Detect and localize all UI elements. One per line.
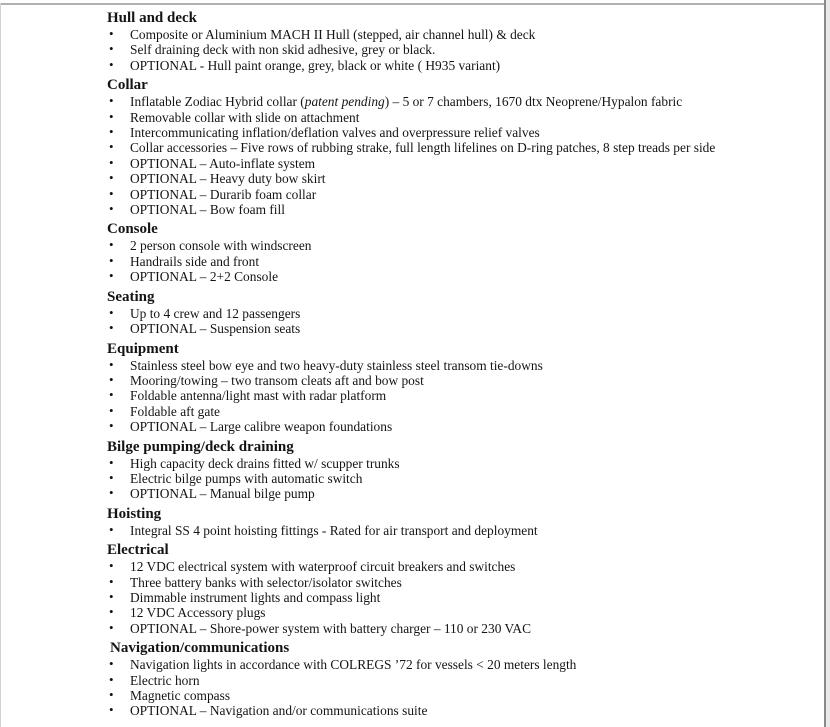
item-text-segment: ) – 5 or 7 chambers, 1670 dtx Neoprene/Hypalon fabric bbox=[384, 94, 683, 110]
item-text: Integral SS 4 point hoisting fittings - Rated for air transport and deployment bbox=[130, 522, 538, 538]
item-text: Foldable aft gate bbox=[130, 403, 220, 419]
bullet-icon: • bbox=[109, 671, 114, 687]
bullet-icon: • bbox=[109, 604, 114, 620]
bullet-icon: • bbox=[109, 124, 114, 140]
list-item bbox=[107, 404, 819, 419]
item-text: Navigation lights in accordance with COLREGS ’72 for vessels < 20 meters length bbox=[130, 657, 577, 673]
list-item bbox=[107, 156, 819, 171]
item-text: 2 person console with windscreen bbox=[130, 238, 312, 254]
bullet-icon: • bbox=[109, 108, 114, 124]
bullet-icon: • bbox=[109, 93, 114, 109]
bullet-icon: • bbox=[109, 521, 114, 537]
item-text: Mooring/towing – two transom cleats aft and bow post bbox=[130, 372, 424, 388]
item-text: 12 VDC Accessory plugs bbox=[130, 605, 266, 621]
bullet-icon: • bbox=[109, 268, 114, 284]
list-item bbox=[107, 358, 819, 373]
item-text: OPTIONAL – Durarib foam collar bbox=[130, 186, 317, 202]
list-item bbox=[107, 140, 819, 155]
bullet-icon: • bbox=[109, 304, 114, 320]
page-left-rule bbox=[0, 3, 1, 727]
list-item bbox=[107, 590, 819, 605]
bullet-icon: • bbox=[109, 170, 114, 186]
item-text: Removable collar with slide on attachment bbox=[130, 109, 360, 125]
bullet-icon: • bbox=[109, 154, 114, 170]
list-item bbox=[107, 575, 819, 590]
list-item bbox=[107, 388, 819, 403]
item-text: OPTIONAL – Navigation and/or communications suite bbox=[130, 703, 428, 719]
bullet-icon: • bbox=[109, 56, 114, 72]
bullet-icon: • bbox=[109, 387, 114, 403]
item-text: Foldable antenna/light mast with radar platform bbox=[130, 388, 387, 404]
bullet-icon: • bbox=[109, 454, 114, 470]
bullet-icon: • bbox=[109, 573, 114, 589]
item-text: OPTIONAL – Bow foam fill bbox=[130, 202, 285, 218]
item-text: Stainless steel bow eye and two heavy-duty stainless steel transom tie-downs bbox=[130, 357, 543, 373]
page-right-margin bbox=[826, 0, 830, 727]
item-text: High capacity deck drains fitted w/ scupper trunks bbox=[130, 455, 400, 471]
list-item bbox=[107, 171, 819, 186]
item-text: Electric bilge pumps with automatic switch bbox=[130, 470, 363, 486]
list-item bbox=[107, 703, 819, 718]
page-top-rule bbox=[0, 3, 830, 5]
list-item bbox=[107, 110, 819, 125]
item-text: OPTIONAL – Large calibre weapon foundations bbox=[130, 419, 393, 435]
list-item bbox=[107, 27, 819, 42]
list-item bbox=[107, 523, 819, 538]
bullet-icon: • bbox=[109, 558, 114, 574]
bullet-icon: • bbox=[109, 588, 114, 604]
list-item bbox=[107, 306, 819, 321]
item-text: Three battery banks with selector/isolator switches bbox=[130, 574, 402, 590]
bullet-icon: • bbox=[109, 371, 114, 387]
bullet-icon: • bbox=[109, 201, 114, 217]
spec-list bbox=[107, 6, 819, 719]
item-text: OPTIONAL – Manual bilge pump bbox=[130, 486, 315, 502]
section-heading: Electrical bbox=[107, 542, 169, 559]
list-item bbox=[107, 321, 819, 336]
item-text: OPTIONAL - Hull paint orange, grey, black or white ( H935 variant) bbox=[130, 57, 501, 73]
section-heading: Bilge pumping/deck draining bbox=[107, 438, 294, 455]
list-item bbox=[107, 419, 819, 434]
section-heading: Hull and deck bbox=[107, 10, 198, 26]
item-text: Composite or Aluminium MACH II Hull (stepped, air channel hull) & deck bbox=[130, 27, 536, 42]
list-item bbox=[107, 58, 819, 73]
bullet-icon: • bbox=[109, 26, 114, 41]
list-item bbox=[107, 125, 819, 140]
item-text-italic-segment: patent pending bbox=[304, 94, 385, 110]
list-item bbox=[107, 42, 819, 57]
list-item bbox=[107, 657, 819, 672]
section-heading: Console bbox=[107, 221, 158, 238]
list-item bbox=[107, 605, 819, 620]
bullet-icon: • bbox=[109, 469, 114, 485]
bullet-icon: • bbox=[109, 185, 114, 201]
list-item bbox=[107, 94, 819, 109]
item-text bbox=[130, 94, 682, 109]
list-item bbox=[107, 471, 819, 486]
section-heading: Collar bbox=[107, 77, 148, 94]
item-text: Intercommunicating inflation/deflation valves and overpressure relief valves bbox=[130, 125, 540, 141]
item-text: OPTIONAL – Auto-inflate system bbox=[130, 155, 316, 171]
list-item bbox=[107, 373, 819, 388]
list-item bbox=[107, 238, 819, 253]
item-text: Handrails side and front bbox=[130, 253, 260, 269]
list-item bbox=[107, 254, 819, 269]
item-text: Electric horn bbox=[130, 672, 200, 688]
list-item bbox=[107, 456, 819, 471]
section-heading: Hoisting bbox=[107, 505, 162, 522]
section-heading: Seating bbox=[107, 288, 155, 305]
page-right-rule bbox=[824, 0, 826, 727]
item-text: Self draining deck with non skid adhesive, grey or black. bbox=[130, 42, 436, 58]
item-text: Up to 4 crew and 12 passengers bbox=[130, 305, 301, 321]
item-text: Collar accessories – Five rows of rubbing strake, full length lifelines on D-ring patches, 8 step treads per side bbox=[130, 140, 716, 156]
bullet-icon: • bbox=[109, 356, 114, 372]
item-text: Magnetic compass bbox=[130, 688, 231, 703]
list-item bbox=[107, 202, 819, 217]
item-text: OPTIONAL – Suspension seats bbox=[130, 321, 301, 337]
list-item bbox=[107, 673, 819, 688]
item-text: OPTIONAL – Heavy duty bow skirt bbox=[130, 171, 326, 187]
item-text: 12 VDC electrical system with waterproof circuit breakers and switches bbox=[130, 559, 516, 575]
item-text: OPTIONAL – 2+2 Console bbox=[130, 269, 279, 285]
bullet-icon: • bbox=[109, 485, 114, 501]
bullet-icon: • bbox=[109, 656, 114, 672]
item-text: Dimmable instrument lights and compass light bbox=[130, 589, 381, 605]
section-heading: Equipment bbox=[107, 340, 179, 357]
bullet-icon: • bbox=[109, 252, 114, 268]
list-item bbox=[107, 486, 819, 501]
bullet-icon: • bbox=[109, 139, 114, 155]
bullet-icon: • bbox=[109, 41, 114, 57]
item-text-segment: Inflatable Zodiac Hybrid collar ( bbox=[130, 94, 305, 110]
list-item bbox=[107, 187, 819, 202]
bullet-icon: • bbox=[109, 402, 114, 418]
bullet-icon: • bbox=[109, 320, 114, 336]
list-item bbox=[107, 621, 819, 636]
bullet-icon: • bbox=[109, 687, 114, 702]
list-item bbox=[107, 559, 819, 574]
list-item bbox=[107, 688, 819, 703]
item-text: OPTIONAL – Shore-power system with battery charger – 110 or 230 VAC bbox=[130, 620, 532, 636]
bullet-icon: • bbox=[109, 702, 114, 718]
list-item bbox=[107, 269, 819, 284]
section-heading: Navigation/communications bbox=[110, 640, 290, 657]
bullet-icon: • bbox=[109, 237, 114, 253]
bullet-icon: • bbox=[109, 619, 114, 635]
bullet-icon: • bbox=[109, 418, 114, 434]
